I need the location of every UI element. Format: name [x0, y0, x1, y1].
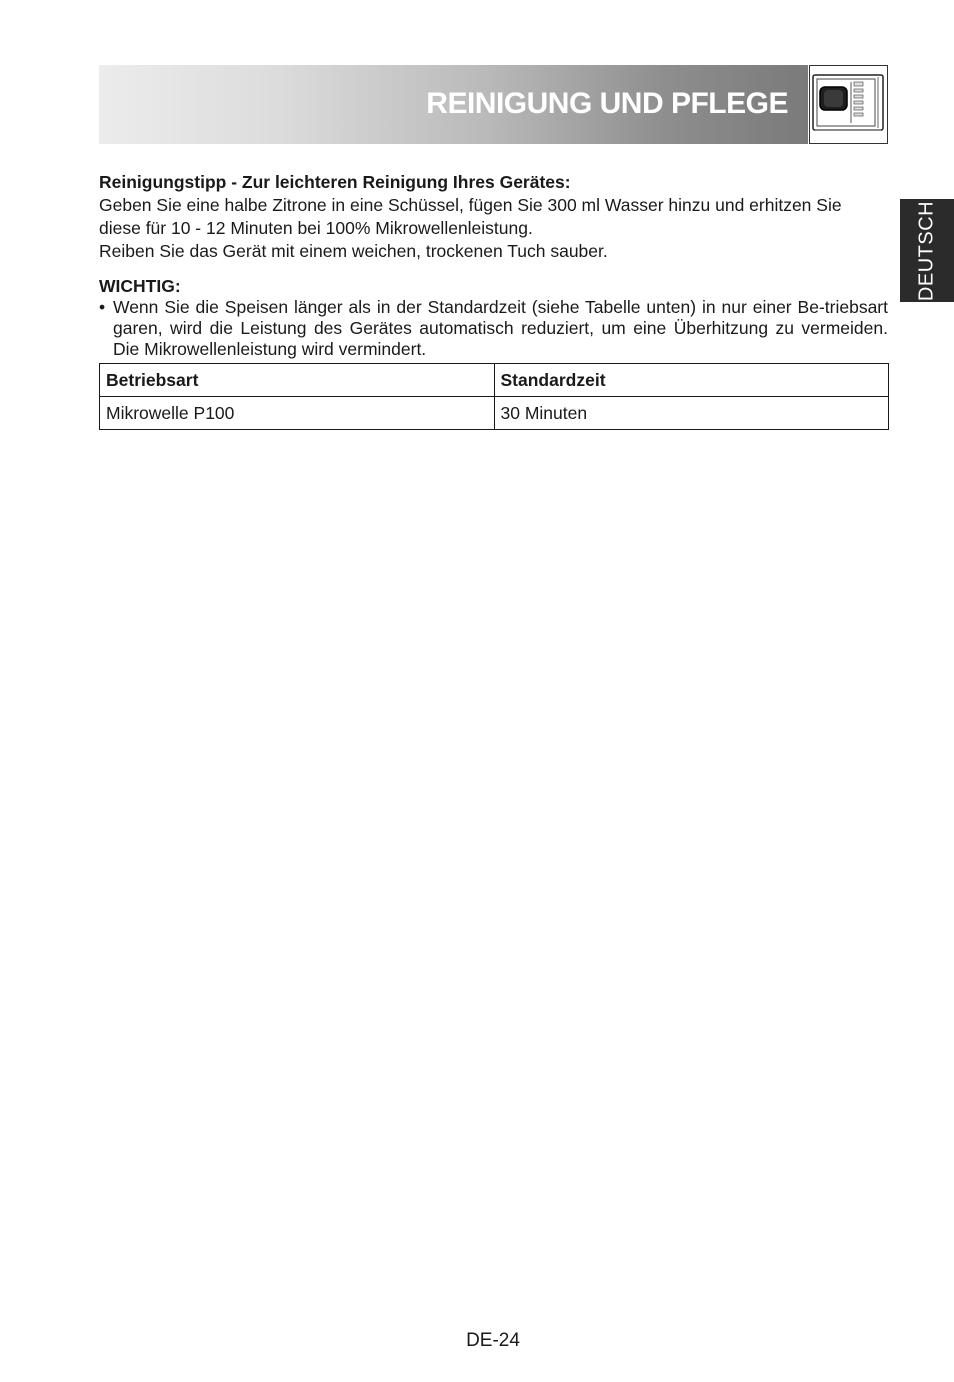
language-tab-label: DEUTSCH: [915, 200, 938, 301]
table-cell-time: 30 Minuten: [494, 397, 889, 430]
microwave-icon-box: [809, 65, 888, 144]
standard-time-table: [99, 363, 889, 430]
bullet-mark: •: [99, 297, 106, 317]
tip-heading: Reinigungstipp - Zur leichteren Reinigung Ihres Gerätes:: [99, 172, 571, 192]
important-heading: WICHTIG:: [99, 276, 181, 296]
table-header-mode: Betriebsart: [100, 364, 495, 397]
page-number: DE-24: [466, 1330, 520, 1351]
table-row: [100, 397, 889, 430]
table-header-row: [100, 364, 889, 397]
microwave-icon: [810, 66, 887, 143]
language-tab: [900, 199, 954, 302]
important-bullet-text: Wenn Sie die Speisen länger als in der Standardzeit (siehe Tabelle unten) in nur einer Be-triebsart garen, wird die Leistung des Gerätes automatisch reduziert, um eine Überhitzung zu vermeiden. Die Mikrowellenleistung wird vermindert.: [113, 297, 888, 359]
important-bullet: [99, 297, 888, 360]
section-title: REINIGUNG UND PFLEGE: [426, 87, 788, 120]
table-header-time: Standardzeit: [494, 364, 889, 397]
tip-wipe-instruction: Reiben Sie das Gerät mit einem weichen, trockenen Tuch sauber.: [99, 241, 608, 261]
tip-instruction: Geben Sie eine halbe Zitrone in eine Schüssel, fügen Sie 300 ml Wasser hinzu und erhitzen Sie diese für 10 - 12 Minuten bei 100% Mikrowellenleistung.: [99, 195, 842, 238]
table-cell-mode: Mikrowelle P100: [100, 397, 495, 430]
main-content: [99, 171, 888, 360]
section-header-bar: [99, 65, 808, 144]
